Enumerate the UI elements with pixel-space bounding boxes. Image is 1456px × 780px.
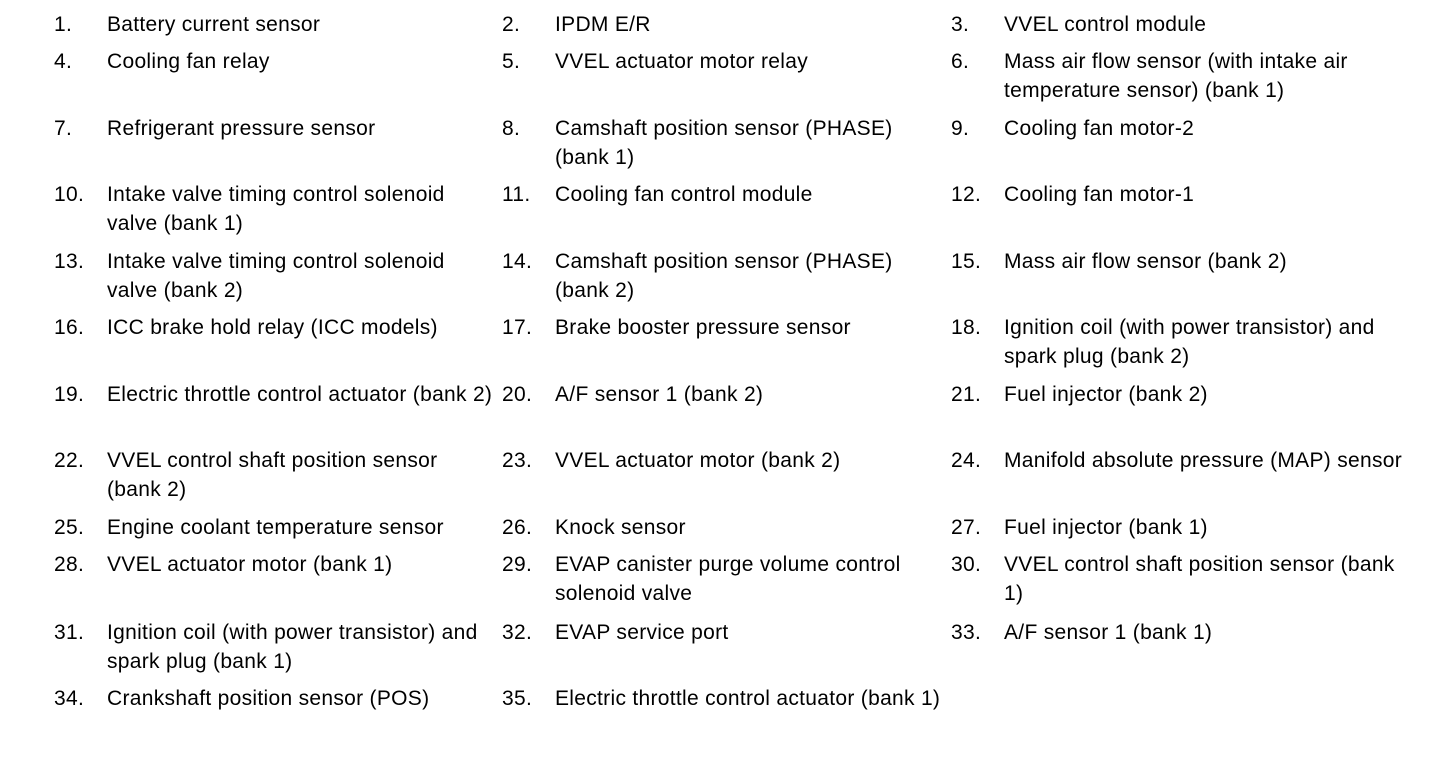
item-label: Engine coolant temperature sensor	[107, 516, 444, 539]
item-number: 34.	[54, 687, 85, 710]
item-number: 15.	[951, 250, 982, 273]
item-label: Battery current sensor	[107, 13, 321, 36]
item-label: Mass air flow sensor (with intake air temperature sensor) (bank 1)	[1004, 50, 1348, 102]
item-number: 10.	[54, 183, 85, 206]
item-label: Manifold absolute pressure (MAP) sensor	[1004, 449, 1403, 472]
item-label: VVEL control shaft position sensor (bank 1)	[1004, 553, 1395, 605]
item-label: VVEL actuator motor (bank 2)	[555, 449, 841, 472]
item-label: Cooling fan motor-2	[1004, 117, 1195, 140]
item-label: Cooling fan control module	[555, 183, 813, 206]
item-label: Ignition coil (with power transistor) and spark plug (bank 1)	[107, 621, 478, 673]
item-number: 35.	[502, 687, 533, 710]
item-label: Knock sensor	[555, 516, 686, 539]
item-label: VVEL control module	[1004, 13, 1207, 36]
item-label: VVEL actuator motor (bank 1)	[107, 553, 393, 576]
item-label: EVAP canister purge volume control solenoid valve	[555, 553, 901, 605]
item-label: Refrigerant pressure sensor	[107, 117, 376, 140]
item-label: Brake booster pressure sensor	[555, 316, 851, 339]
item-label: Intake valve timing control solenoid valve (bank 1)	[107, 183, 445, 235]
item-number: 33.	[951, 621, 982, 644]
item-number: 32.	[502, 621, 533, 644]
item-number: 12.	[951, 183, 982, 206]
item-number: 4.	[54, 50, 73, 73]
item-number: 30.	[951, 553, 982, 576]
item-label: Cooling fan relay	[107, 50, 270, 73]
item-label: Camshaft position sensor (PHASE) (bank 1)	[555, 117, 893, 169]
item-label: Fuel injector (bank 1)	[1004, 516, 1208, 539]
item-number: 27.	[951, 516, 982, 539]
item-number: 16.	[54, 316, 85, 339]
item-label: Camshaft position sensor (PHASE) (bank 2)	[555, 250, 893, 302]
item-number: 11.	[502, 183, 531, 206]
item-number: 2.	[502, 13, 521, 36]
item-label: A/F sensor 1 (bank 2)	[555, 383, 764, 406]
item-number: 3.	[951, 13, 970, 36]
item-label: Cooling fan motor-1	[1004, 183, 1195, 206]
item-number: 22.	[54, 449, 85, 472]
item-label: Ignition coil (with power transistor) and spark plug (bank 2)	[1004, 316, 1375, 368]
item-label: Electric throttle control actuator (bank 2)	[107, 383, 493, 406]
item-label: Electric throttle control actuator (bank 1)	[555, 687, 941, 710]
item-number: 1.	[54, 13, 73, 36]
item-number: 29.	[502, 553, 533, 576]
item-label: ICC brake hold relay (ICC models)	[107, 316, 438, 339]
item-label: A/F sensor 1 (bank 1)	[1004, 621, 1213, 644]
item-number: 14.	[502, 250, 533, 273]
item-number: 24.	[951, 449, 982, 472]
item-label: VVEL actuator motor relay	[555, 50, 808, 73]
item-label: EVAP service port	[555, 621, 729, 644]
item-number: 31.	[54, 621, 85, 644]
item-number: 26.	[502, 516, 533, 539]
item-label: Mass air flow sensor (bank 2)	[1004, 250, 1287, 273]
item-number: 28.	[54, 553, 85, 576]
item-number: 13.	[54, 250, 85, 273]
item-number: 25.	[54, 516, 85, 539]
item-number: 6.	[951, 50, 970, 73]
item-number: 19.	[54, 383, 85, 406]
item-label: Intake valve timing control solenoid valve (bank 2)	[107, 250, 445, 302]
item-number: 8.	[502, 117, 521, 140]
item-number: 5.	[502, 50, 521, 73]
item-number: 17.	[502, 316, 533, 339]
item-label: Fuel injector (bank 2)	[1004, 383, 1208, 406]
item-label: IPDM E/R	[555, 13, 651, 36]
item-number: 9.	[951, 117, 970, 140]
item-number: 23.	[502, 449, 533, 472]
item-number: 20.	[502, 383, 533, 406]
item-label: VVEL control shaft position sensor (bank 2)	[107, 449, 438, 501]
item-number: 21.	[951, 383, 982, 406]
item-number: 7.	[54, 117, 73, 140]
item-label: Crankshaft position sensor (POS)	[107, 687, 430, 710]
item-number: 18.	[951, 316, 982, 339]
